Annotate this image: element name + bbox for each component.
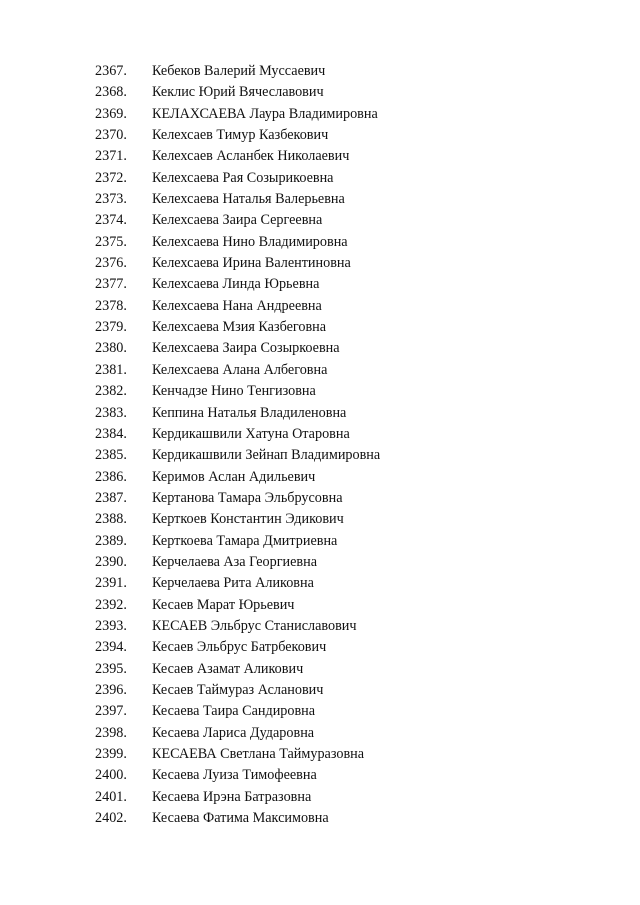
list-item [95, 360, 615, 381]
entry-name: Кертанова Тамара Эльбрусовна [152, 489, 343, 506]
entry-name: Келехсаев Тимур Казбекович [152, 127, 329, 144]
list-item [95, 595, 615, 616]
list-item [95, 744, 615, 765]
list-item [95, 765, 615, 786]
entry-name: Келехсаева Нана Андреевна [152, 297, 322, 314]
entry-name: Келехсаева Наталья Валерьевна [152, 191, 345, 208]
entry-number: 2391. [95, 575, 127, 592]
entry-name: Келехсаев Асланбек Николаевич [152, 148, 350, 165]
list-item [95, 573, 615, 594]
entry-number: 2378. [95, 297, 127, 314]
entry-number: 2373. [95, 191, 127, 208]
entry-number: 2370. [95, 127, 127, 144]
entry-name: Керчелаева Аза Георгиевна [152, 553, 318, 570]
entry-number: 2386. [95, 468, 127, 485]
entry-number: 2371. [95, 148, 127, 165]
entry-name: Кесаева Таира Сандировна [152, 703, 316, 720]
entry-name: Келехсаева Ирина Валентиновна [152, 255, 351, 272]
list-item [95, 445, 615, 466]
entry-name: Кесаев Таймураз Асланович [152, 681, 324, 698]
entry-name: Келехсаева Алана Албеговна [152, 361, 328, 378]
entry-number: 2367. [95, 63, 127, 79]
entry-name: Келехсаева Заира Сергеевна [152, 212, 323, 229]
entry-name: КЕСАЕВА Светлана Таймуразовна [152, 746, 365, 762]
list-item [95, 403, 615, 424]
entry-number: 2368. [95, 84, 127, 101]
entry-number: 2393. [95, 617, 127, 634]
entry-name: Келехсаева Линда Юрьевна [152, 276, 320, 293]
entry-number: 2395. [95, 660, 127, 677]
entry-name: Кесаева Ирэна Батразовна [152, 788, 312, 805]
list-item [95, 680, 615, 701]
entry-number: 2397. [95, 703, 127, 720]
list-item [95, 338, 615, 359]
entry-number: 2401. [95, 788, 127, 805]
entry-number: 2377. [95, 276, 127, 293]
entry-name: Кеклис Юрий Вячеславович [152, 84, 324, 101]
entry-name: Келехсаева Заира Созыркоевна [152, 340, 340, 357]
list-item [95, 104, 615, 125]
list-item [95, 488, 615, 509]
entry-number: 2384. [95, 425, 127, 442]
entry-name: Кенчадзе Нино Тенгизовна [152, 383, 316, 400]
list-item [95, 61, 615, 82]
entry-number: 2390. [95, 553, 127, 570]
entry-name: Кесаев Азамат Аликович [152, 660, 304, 677]
entry-number: 2382. [95, 383, 127, 400]
entry-name: Кердикашвили Зейнап Владимировна [152, 447, 381, 464]
entry-name: Керимов Аслан Адильевич [152, 468, 316, 485]
entry-name: Келехсаева Мзия Казбеговна [152, 319, 327, 336]
entry-number: 2398. [95, 724, 127, 741]
entry-number: 2383. [95, 404, 127, 421]
list-item [95, 787, 615, 808]
entry-name: Келехсаева Рая Созырикоевна [152, 169, 334, 186]
list-item [95, 659, 615, 680]
list-item [95, 232, 615, 253]
list-item [95, 424, 615, 445]
entry-name: Кебеков Валерий Муссаевич [152, 63, 326, 79]
list-item [95, 531, 615, 552]
list-item [95, 509, 615, 530]
list-item [95, 381, 615, 402]
list-item [95, 317, 615, 338]
entry-number: 2385. [95, 447, 127, 464]
entry-number: 2399. [95, 746, 127, 762]
list-item [95, 210, 615, 231]
entry-number: 2387. [95, 489, 127, 506]
list-item [95, 701, 615, 722]
entry-number: 2380. [95, 340, 127, 357]
list-item [95, 146, 615, 167]
entry-name: КЕСАЕВ Эльбрус Станиславович [152, 617, 357, 634]
entry-name: Керткоева Тамара Дмитриевна [152, 532, 338, 549]
list-item [95, 723, 615, 744]
list-item [95, 168, 615, 189]
entry-number: 2379. [95, 319, 127, 336]
entry-number: 2372. [95, 169, 127, 186]
entry-number: 2369. [95, 105, 127, 122]
entry-number: 2388. [95, 511, 127, 528]
entry-number: 2396. [95, 681, 127, 698]
entry-number: 2376. [95, 255, 127, 272]
name-list [95, 61, 615, 829]
entry-number: 2402. [95, 810, 127, 827]
list-item [95, 82, 615, 103]
entry-name: Кесаев Эльбрус Батрбекович [152, 639, 327, 656]
entry-name: Кердикашвили Хатуна Отаровна [152, 425, 350, 442]
entry-number: 2374. [95, 212, 127, 229]
entry-number: 2392. [95, 596, 127, 613]
list-item [95, 637, 615, 658]
list-item [95, 189, 615, 210]
list-item [95, 616, 615, 637]
list-item [95, 296, 615, 317]
entry-name: Кеппина Наталья Владиленовна [152, 404, 347, 421]
entry-number: 2381. [95, 361, 127, 378]
entry-name: Керткоев Константин Эдикович [152, 511, 344, 528]
list-item [95, 467, 615, 488]
entry-name: Кесаева Луиза Тимофеевна [152, 767, 317, 784]
entry-name: Келехсаева Нино Владимировна [152, 233, 348, 250]
entry-name: Кесаева Фатима Максимовна [152, 810, 329, 827]
entry-name: КЕЛАХСАЕВА Лаура Владимировна [152, 105, 378, 122]
entry-name: Керчелаева Рита Аликовна [152, 575, 314, 592]
list-item [95, 274, 615, 295]
entry-number: 2389. [95, 532, 127, 549]
entry-name: Кесаева Лариса Дударовна [152, 724, 315, 741]
entry-number: 2375. [95, 233, 127, 250]
list-item [95, 808, 615, 829]
entry-number: 2394. [95, 639, 127, 656]
list-item [95, 552, 615, 573]
list-item [95, 125, 615, 146]
list-item [95, 253, 615, 274]
entry-name: Кесаев Марат Юрьевич [152, 596, 295, 613]
entry-number: 2400. [95, 767, 127, 784]
